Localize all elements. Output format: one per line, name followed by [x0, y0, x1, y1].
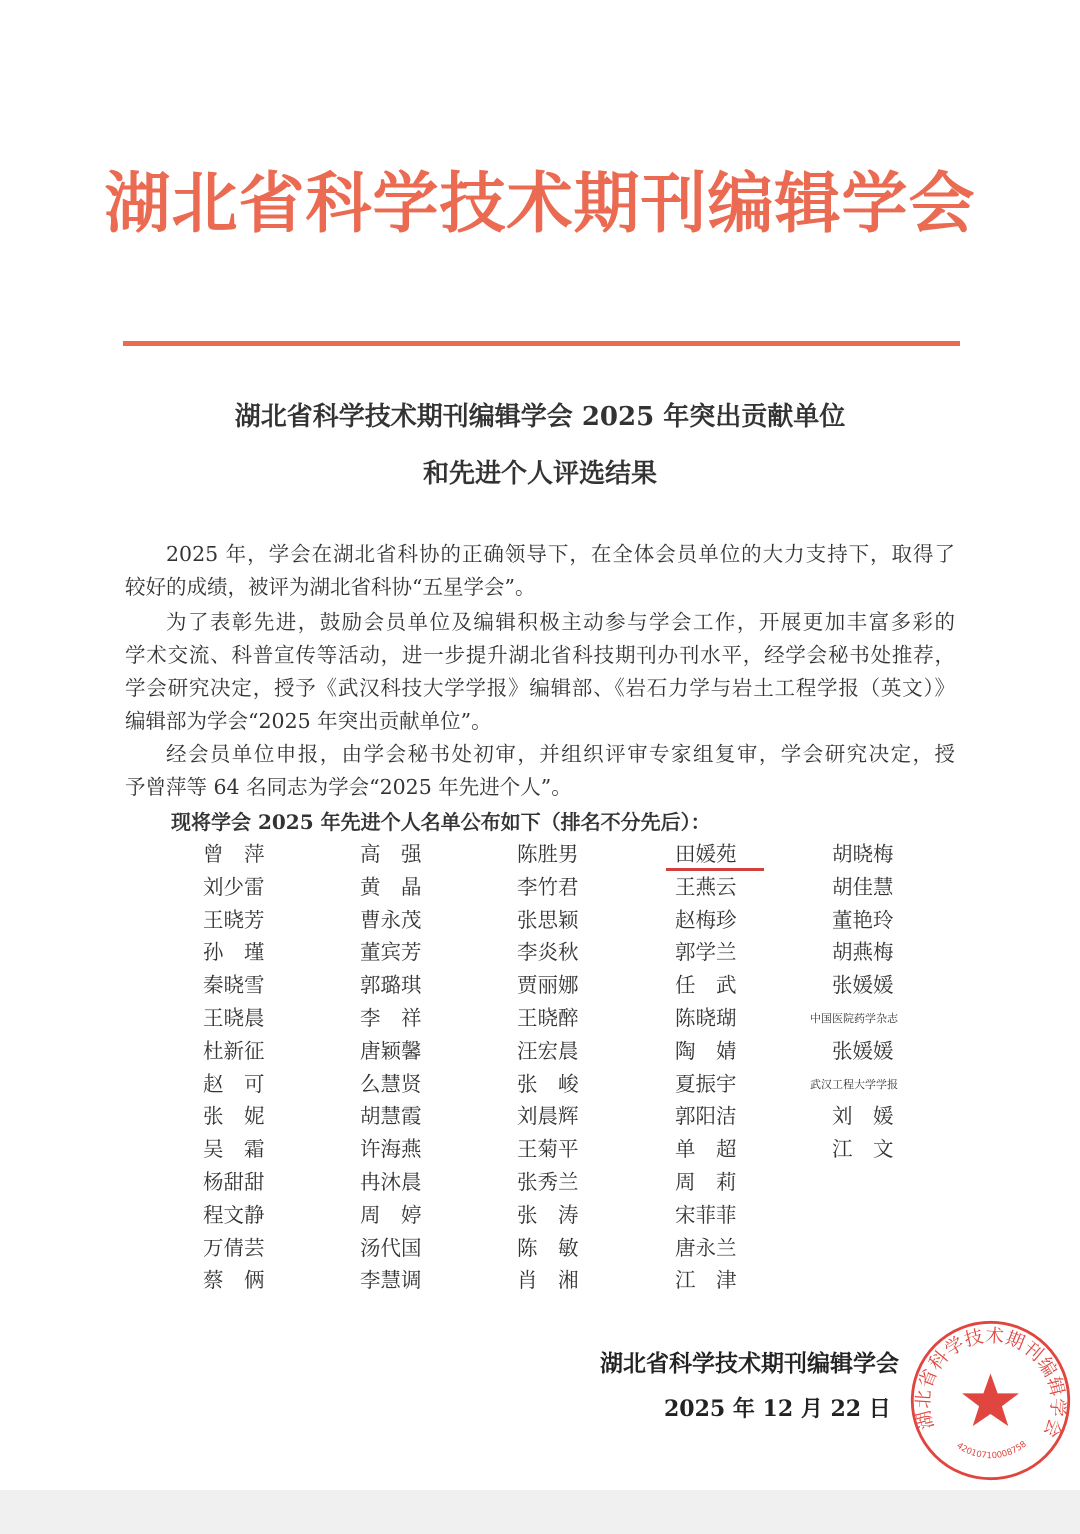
svg-text:42010710008758: [955, 1440, 1029, 1462]
awardee-name: 程文静: [203, 1202, 265, 1227]
awardee-name: 陈晓瑚: [675, 1005, 737, 1030]
names-column-1: [203, 838, 265, 1297]
awardee-name: 汪宏晨: [517, 1038, 579, 1063]
awardee-name: 郭阳洁: [675, 1104, 737, 1129]
letterhead-divider: [123, 341, 960, 346]
awardee-name: 刘 媛: [832, 1104, 894, 1129]
awardee-name: 陈胜男: [517, 842, 579, 866]
awardee-name: 王晓芳: [203, 907, 265, 932]
paragraph-2: [125, 606, 955, 738]
awardee-name: 曹永茂: [360, 907, 422, 932]
awardee-name: 郭璐琪: [360, 973, 422, 998]
journal-label: 中国医院药学杂志: [810, 1011, 898, 1025]
awardee-name: 张 涛: [517, 1202, 579, 1227]
awardee-name: 董宾芳: [360, 940, 422, 965]
seal-number: 42010710008758: [954, 1439, 1029, 1462]
awardee-name: 高 强: [360, 842, 422, 866]
awardee-name: 冉沐晨: [360, 1169, 422, 1194]
awardee-name: 唐永兰: [675, 1235, 737, 1260]
signature-org: 湖北省科学技术期刊编辑学会: [600, 1350, 899, 1377]
awardee-name: 刘少雷: [203, 874, 265, 899]
awardee-name: 田媛苑: [675, 842, 737, 866]
document-title-line-1: 湖北省科学技术期刊编辑学会 2025 年突出贡献单位: [234, 402, 846, 432]
names-column-3: [517, 838, 579, 1297]
letterhead-title: 湖北省科学技术期刊编辑学会: [104, 165, 976, 242]
awardee-name: 吴 霜: [203, 1137, 265, 1162]
official-seal: [908, 1318, 1073, 1483]
journal-label: 武汉工程大学学报: [810, 1077, 898, 1091]
awardee-name: 唐颖馨: [360, 1038, 422, 1063]
awardee-name: 李慧调: [360, 1268, 422, 1293]
awardee-name: 李 祥: [360, 1005, 422, 1030]
awardee-name: 胡佳慧: [832, 874, 894, 899]
awardee-name: 孙 瑾: [203, 940, 265, 965]
paragraph-line: 经会员单位申报，由学会秘书处初审，并组织评审专家组复审，学会研究决定，授: [166, 742, 955, 766]
names-column-5: [810, 838, 898, 1166]
awardee-name: 蔡 俩: [203, 1268, 265, 1293]
paragraph-line: 较好的成绩，被评为湖北省科协“五星学会”。: [125, 575, 536, 599]
awardee-name: 秦晓雪: [203, 973, 265, 998]
awardee-name: 王晓醉: [517, 1005, 579, 1030]
awardee-name: 张媛媛: [832, 973, 894, 998]
awardee-name: 李竹君: [517, 874, 579, 899]
awardee-name: 江 津: [675, 1268, 737, 1293]
seal-ring-text: 湖北省科学技术期刊编辑学会: [912, 1325, 1069, 1442]
awardee-name: 周 婷: [360, 1202, 422, 1227]
awardee-name: 李炎秋: [517, 940, 579, 965]
document-title-line-2: 和先进个人评选结果: [422, 459, 657, 489]
awardee-name: 赵梅珍: [675, 907, 737, 932]
awardee-name: 王晓晨: [203, 1005, 265, 1030]
awardee-name: 张 妮: [203, 1104, 265, 1129]
awardee-name: 胡慧霞: [360, 1104, 422, 1129]
awardee-name: 郭学兰: [675, 940, 737, 965]
awardee-name: 董艳玲: [832, 907, 894, 932]
awardee-name: 夏振宇: [675, 1071, 737, 1096]
awardee-name: 单 超: [675, 1137, 737, 1162]
paragraph-3: [125, 738, 955, 804]
list-intro: 现将学会 2025 年先进个人名单公布如下（排名不分先后）：: [171, 810, 711, 834]
paragraph-line: 为了表彰先进，鼓励会员单位及编辑积极主动参与学会工作，开展更加丰富多彩的: [166, 610, 955, 634]
awardee-name: 宋菲菲: [675, 1202, 737, 1227]
names-column-2: [360, 838, 422, 1297]
awardee-name: 肖 湘: [517, 1268, 579, 1293]
paragraph-line: 予曾萍等 64 名同志为学会“2025 年先进个人”。: [125, 775, 572, 799]
awardee-name: 许海燕: [360, 1137, 422, 1162]
awardee-name: 王菊平: [517, 1137, 579, 1162]
awardee-name: 贾丽娜: [517, 973, 579, 998]
awardee-name: 杨甜甜: [203, 1169, 265, 1194]
paragraph-line: 学会研究决定，授予《武汉科技大学学报》编辑部、《岩石力学与岩土工程学报（英文）》: [125, 676, 955, 700]
names-column-4: [675, 838, 737, 1297]
awardee-name: 胡燕梅: [832, 940, 894, 965]
paragraph-line: 2025 年，学会在湖北省科协的正确领导下，在全体会员单位的大力支持下，取得了: [166, 542, 955, 566]
awardee-name: 曾 萍: [203, 842, 265, 866]
signature-date: 2025 年 12 月 22 日: [664, 1396, 891, 1422]
paragraph-line: 编辑部为学会“2025 年突出贡献单位”。: [125, 709, 492, 733]
awardee-name: 江 文: [832, 1137, 894, 1162]
awardee-name: 刘晨辉: [517, 1104, 579, 1129]
paragraph-line: 学术交流、科普宣传等活动，进一步提升湖北省科技期刊办刊水平，经学会秘书处推荐，: [125, 643, 955, 667]
awardee-name: 胡晓梅: [832, 842, 894, 866]
awardee-name: 赵 可: [203, 1071, 265, 1096]
awardee-name: 万倩芸: [203, 1235, 265, 1260]
handwritten-underline: [666, 868, 764, 871]
awardee-name: 么慧贤: [360, 1071, 422, 1096]
awardee-name: 周 莉: [675, 1169, 737, 1194]
awardee-name: 张思颖: [517, 907, 579, 932]
awardee-name: 张 峻: [517, 1071, 579, 1096]
awardee-name: 任 武: [675, 973, 737, 998]
awardee-name: 张媛媛: [832, 1038, 894, 1063]
awardee-name: 黄 晶: [360, 874, 422, 899]
seal-star-icon: [962, 1373, 1019, 1426]
awardee-name: 陈 敏: [517, 1235, 579, 1260]
awardee-name: 杜新征: [203, 1038, 265, 1063]
paragraph-1: [125, 538, 955, 604]
awardee-name: 汤代国: [360, 1235, 422, 1260]
awardee-name: 王燕云: [675, 874, 737, 899]
awardee-name: 陶 婧: [675, 1038, 737, 1063]
awardee-name: 张秀兰: [517, 1169, 579, 1194]
